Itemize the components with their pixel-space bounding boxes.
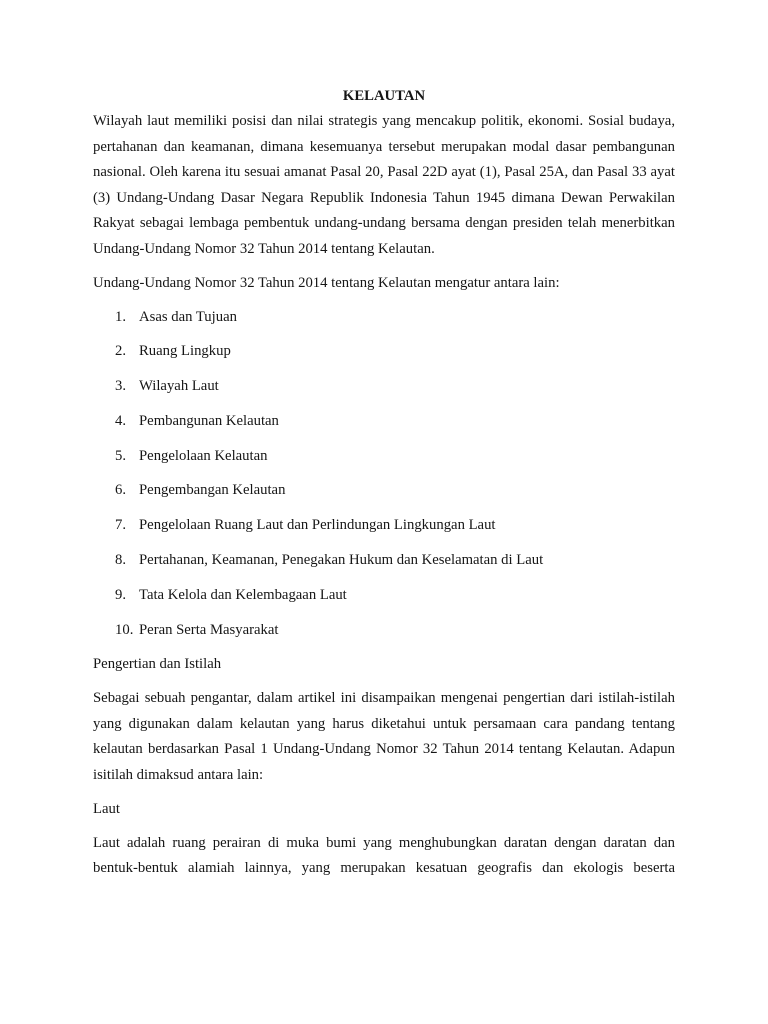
list-item-number: 1. [115, 308, 127, 325]
list-item [93, 305, 675, 331]
list-item-number: 9. [115, 586, 127, 603]
list-item-number: 2. [115, 343, 127, 360]
list-item-number: 4. [115, 412, 127, 429]
list-item-text: Pengelolaan Kelautan [139, 447, 268, 464]
list-item [93, 513, 675, 539]
document-page [93, 86, 675, 890]
document-title: KELAUTAN [342, 88, 426, 104]
scope-list [93, 305, 675, 644]
pengertian-paragraph: Sebagai sebuah pengantar, dalam artikel ini disampaikan mengenai pengertian dari istilah-istilah yang digunakan dalam kelautan yang harus diketahui untuk persamaan cara pandang tentang kelautan berdasarkan Pasal 1 Undang-Undang Nomor 32 Tahun 2014 tentang Kelautan. Adapun isitilah dimaksud antara lain: [93, 690, 675, 783]
laut-paragraph: Laut adalah ruang perairan di muka bumi yang menghubungkan daratan dengan daratan dan bentuk-bentuk alamiah lainnya, yang merupakan kesatuan geografis dan ekologis beserta [93, 834, 675, 877]
list-item [93, 444, 675, 470]
list-item-number: 8. [115, 552, 127, 569]
list-item-text: Tata Kelola dan Kelembagaan Laut [139, 586, 347, 603]
list-item-text: Pengelolaan Ruang Laut dan Perlindungan Lingkungan Laut [139, 517, 496, 534]
list-item [93, 583, 675, 609]
list-item [93, 618, 675, 644]
intro-paragraph: Wilayah laut memiliki posisi dan nilai strategis yang mencakup politik, ekonomi. Sosial budaya, pertahanan dan keamanan, dimana kesemuanya tersebut merupakan modal dasar pembangunan nasional. Oleh karena itu sesuai amanat Pasal 20, Pasal 22D ayat (1), Pasal 25A, dan Pasal 33 ayat (3) Undang-Undang Dasar Negara Republik Indonesia Tahun 1945 dimana Dewan Perwakilan Rakyat sebagai lembaga pembentuk undang-undang bersama dengan presiden telah menerbitkan Undang-Undang Nomor 32 Tahun 2014 tentang Kelautan. [93, 113, 675, 257]
list-item-text: Peran Serta Masyarakat [139, 621, 279, 638]
list-item-number: 3. [115, 378, 127, 395]
list-item-number: 10. [115, 621, 134, 638]
list-item-text: Wilayah Laut [139, 378, 219, 395]
list-item [93, 478, 675, 504]
list-item-text: Pengembangan Kelautan [139, 482, 286, 499]
list-item-text: Asas dan Tujuan [139, 308, 237, 325]
list-item-number: 5. [115, 447, 127, 464]
list-item [93, 409, 675, 435]
list-item-text: Pertahanan, Keamanan, Penegakan Hukum dan Keselamatan di Laut [139, 552, 544, 569]
list-item-number: 7. [115, 517, 127, 534]
list-item [93, 339, 675, 365]
list-item [93, 548, 675, 574]
list-item-text: Pembangunan Kelautan [139, 412, 279, 429]
section-heading-laut: Laut [93, 800, 120, 817]
list-item-number: 6. [115, 482, 127, 499]
list-item-text: Ruang Lingkup [139, 343, 231, 360]
section-heading-pengertian: Pengertian dan Istilah [93, 656, 222, 673]
list-item [93, 374, 675, 400]
list-intro-paragraph: Undang-Undang Nomor 32 Tahun 2014 tentang Kelautan mengatur antara lain: [93, 274, 560, 291]
